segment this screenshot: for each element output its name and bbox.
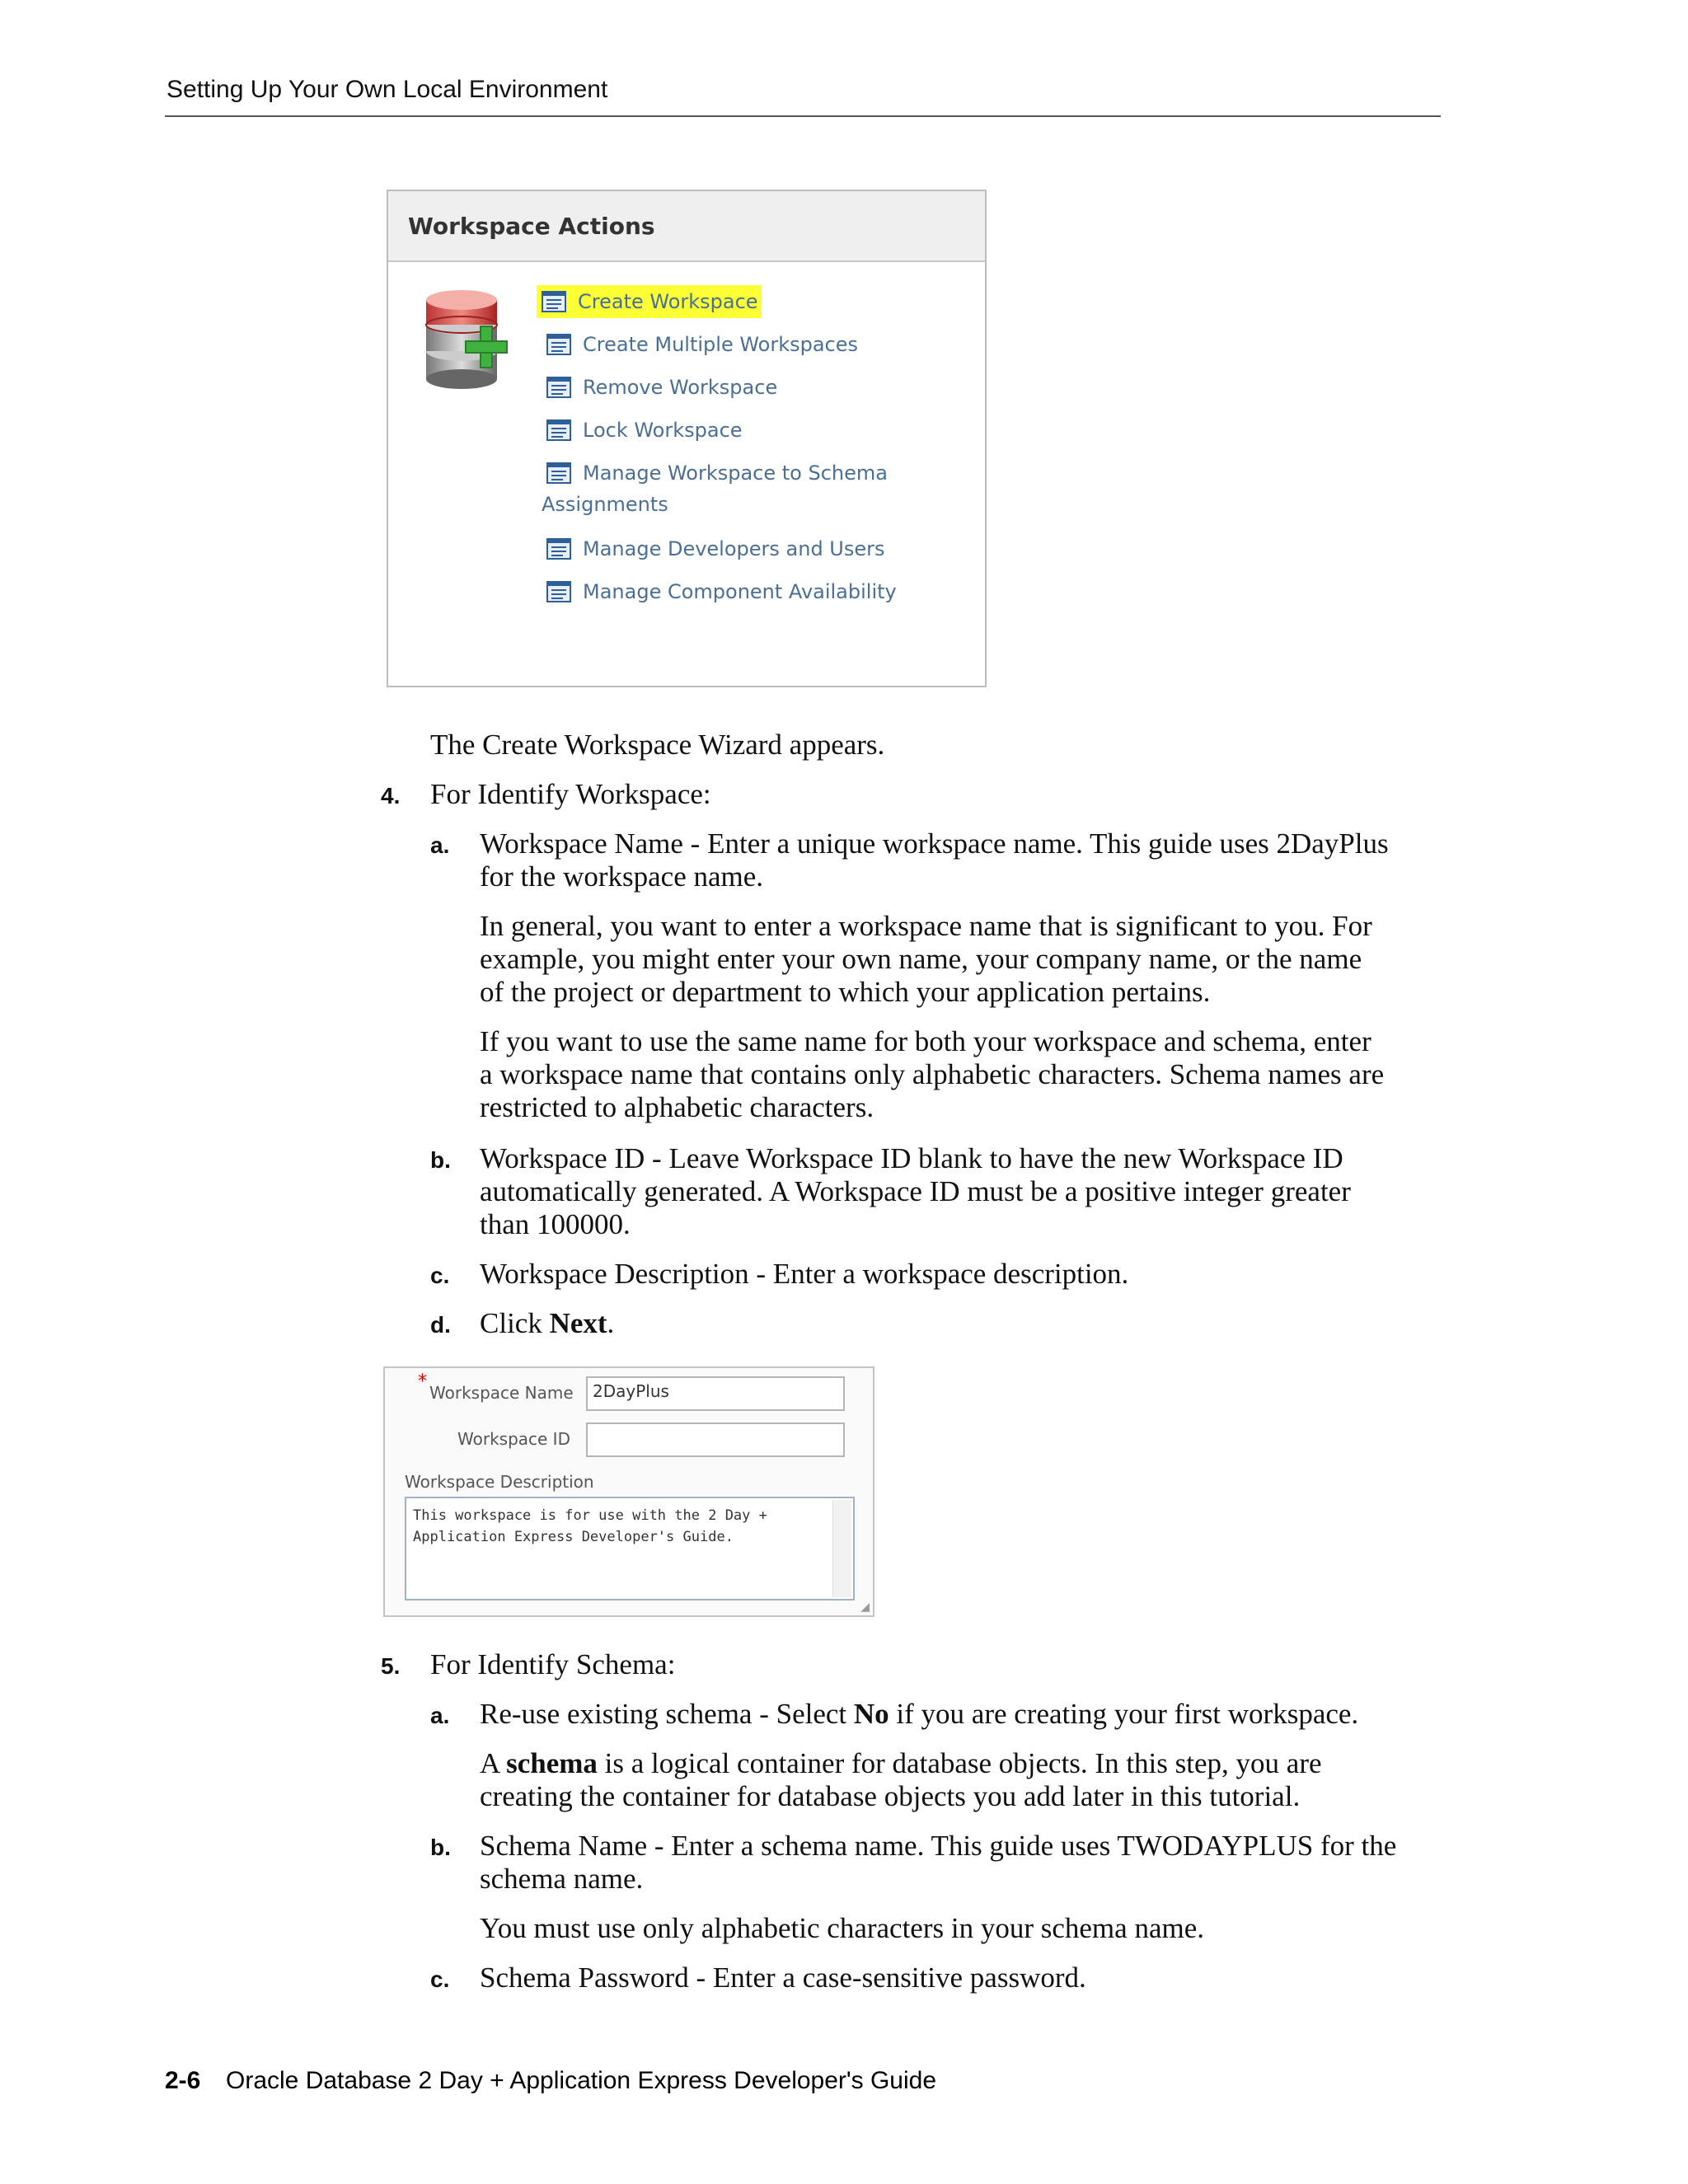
schema-password-instruction: Schema Password - Enter a case-sensitive password.	[480, 1961, 1086, 1994]
substep-label: d.	[430, 1312, 451, 1338]
footer-title: Oracle Database 2 Day + Application Express Developer's Guide	[226, 2067, 937, 2094]
database-add-icon	[421, 287, 512, 394]
create-multiple-workspaces-link[interactable]	[542, 328, 858, 361]
textarea-line: Application Express Developer's Guide.	[413, 1529, 734, 1545]
text-fragment: .	[607, 1307, 615, 1339]
text-line: If you want to use the same name for both your workspace and schema, enter	[480, 1025, 1372, 1057]
workspace-schema-note	[480, 1025, 1384, 1124]
workspace-id-input[interactable]	[586, 1422, 845, 1457]
identify-workspace-form	[383, 1366, 874, 1617]
page-number: 2-6	[165, 2067, 201, 2094]
workspace-description-label: Workspace Description	[405, 1472, 594, 1492]
text-line: automatically generated. A Workspace ID must be a positive integer greater	[480, 1175, 1351, 1207]
text-line: In general, you want to enter a workspace name that is significant to you. For	[480, 910, 1372, 942]
reuse-schema-instruction	[480, 1698, 1358, 1731]
manage-workspace-to-schema-link-continuation[interactable]: Assignments	[542, 493, 668, 516]
text-line: Workspace ID - Leave Workspace ID blank to have the new Workspace ID	[480, 1142, 1343, 1174]
workspace-description-instruction: Workspace Description - Enter a workspace description.	[480, 1258, 1129, 1290]
no-keyword: No	[853, 1698, 889, 1730]
workspace-name-explanation	[480, 910, 1372, 1009]
link-label: Manage Workspace to Schema	[583, 462, 888, 485]
schema-name-instruction	[480, 1830, 1396, 1896]
schema-name-note: You must use only alphabetic characters in your schema name.	[480, 1912, 1204, 1944]
link-label: Create Multiple Workspaces	[583, 333, 859, 356]
substep-label: b.	[430, 1147, 451, 1173]
text-fragment: A	[480, 1747, 507, 1779]
text-fragment: Click	[480, 1307, 550, 1339]
schema-definition	[480, 1747, 1322, 1813]
page-icon	[546, 462, 571, 484]
page-icon	[546, 377, 571, 398]
link-label: Remove Workspace	[583, 376, 778, 399]
link-label: Manage Developers and Users	[583, 537, 885, 560]
page-icon	[542, 291, 566, 312]
text-line: of the project or department to which your application pertains.	[480, 976, 1211, 1008]
text-line: schema name.	[480, 1863, 644, 1895]
step-number: 4.	[381, 783, 401, 808]
text-fragment: if you are creating your first workspace.	[889, 1698, 1359, 1730]
next-keyword: Next	[549, 1307, 607, 1339]
workspace-actions-panel	[387, 190, 987, 687]
create-workspace-link[interactable]	[537, 285, 762, 318]
step-number: 5.	[381, 1653, 401, 1679]
step-text: For Identify Schema:	[430, 1648, 676, 1680]
textarea-scrollbar[interactable]	[832, 1500, 851, 1597]
header-rule	[165, 115, 1441, 117]
page-icon	[546, 334, 571, 355]
text-line: than 100000.	[480, 1208, 631, 1240]
substep-label: c.	[430, 1966, 450, 1992]
text-line: Schema Name - Enter a schema name. This guide uses TWODAYPLUS for the	[480, 1830, 1397, 1862]
link-label: Manage Component Availability	[583, 580, 897, 603]
page-icon	[546, 538, 571, 560]
required-marker: *	[418, 1371, 427, 1392]
text-line: Workspace Name - Enter a unique workspace name. This guide uses 2DayPlus	[480, 827, 1389, 860]
text-fragment: is a logical container for database objects. In this step, you are	[597, 1747, 1322, 1779]
text-line	[480, 1747, 1322, 1780]
text-line: example, you might enter your own name, your company name, or the name	[480, 943, 1362, 975]
substep-label: a.	[430, 832, 450, 858]
step-text: For Identify Workspace:	[430, 778, 711, 810]
manage-workspace-to-schema-link[interactable]	[542, 457, 888, 490]
text-line: for the workspace name.	[480, 860, 764, 893]
click-next-instruction	[480, 1307, 614, 1340]
workspace-name-label: Workspace Name	[429, 1383, 574, 1403]
substep-label: b.	[430, 1835, 451, 1860]
link-label: Lock Workspace	[583, 419, 743, 442]
intro-paragraph: The Create Workspace Wizard appears.	[430, 729, 885, 761]
workspace-actions-heading: Workspace Actions	[388, 191, 985, 262]
text-line: restricted to alphabetic characters.	[480, 1091, 874, 1123]
manage-developers-and-users-link[interactable]	[542, 532, 885, 565]
text-line: a workspace name that contains only alphabetic characters. Schema names are	[480, 1058, 1385, 1090]
running-header: Setting Up Your Own Local Environment	[166, 76, 608, 103]
link-label: Create Workspace	[578, 290, 758, 313]
manage-component-availability-link[interactable]	[542, 575, 897, 608]
workspace-id-label: Workspace ID	[457, 1429, 570, 1449]
workspace-name-input[interactable]: 2DayPlus	[586, 1376, 845, 1411]
text-fragment: Re-use existing schema - Select	[480, 1698, 854, 1730]
workspace-description-textarea[interactable]	[405, 1497, 855, 1601]
remove-workspace-link[interactable]	[542, 371, 777, 404]
text-line: creating the container for database objects you add later in this tutorial.	[480, 1780, 1301, 1812]
schema-keyword: schema	[506, 1747, 598, 1779]
page-icon	[546, 581, 571, 602]
substep-label: c.	[430, 1263, 450, 1288]
lock-workspace-link[interactable]	[542, 414, 743, 447]
workspace-name-instruction	[480, 827, 1389, 893]
substep-label: a.	[430, 1703, 450, 1728]
textarea-line: This workspace is for use with the 2 Day +	[413, 1507, 767, 1524]
resize-grip-icon[interactable]: ◢	[860, 1601, 870, 1614]
page-icon	[546, 419, 571, 441]
workspace-id-instruction	[480, 1142, 1351, 1241]
